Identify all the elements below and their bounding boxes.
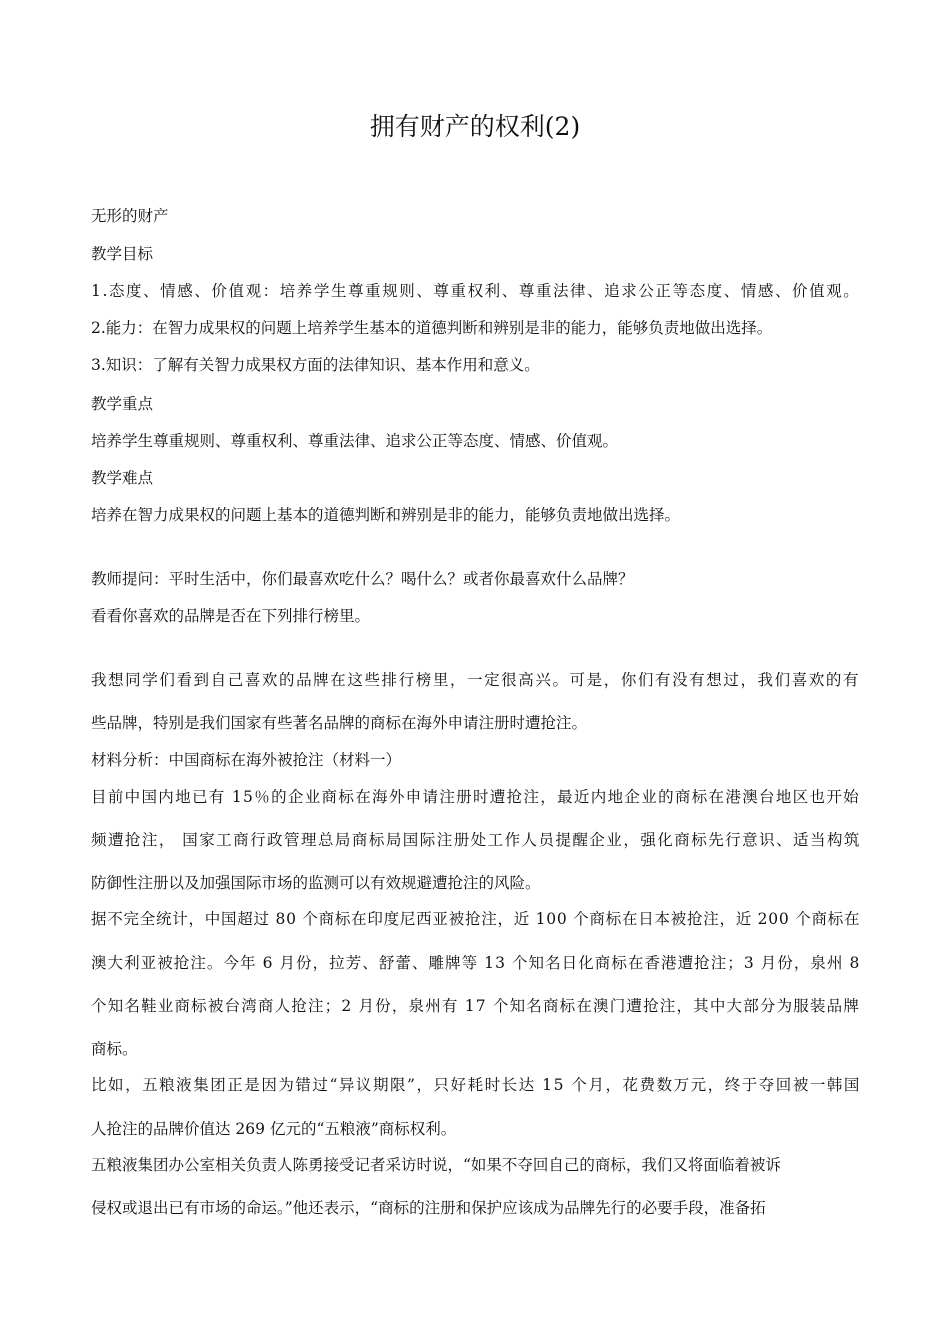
document-title: 拥有财产的权利(2): [369, 112, 581, 141]
paragraph-line: 无形的财产: [91, 207, 169, 225]
paragraph-line: 教学目标: [91, 245, 154, 263]
paragraph-line: 我想同学们看到自己喜欢的品牌在这些排行榜里，一定很高兴。可是，你们有没有想过，我们喜欢的有: [91, 671, 861, 689]
paragraph-line: 培养学生尊重规则、尊重权利、尊重法律、追求公正等态度、情感、价值观。: [91, 432, 619, 450]
paragraph-line: 侵权或退出已有市场的命运。”他还表示，“商标的注册和保护应该成为品牌先行的必要手段，准备拓: [91, 1199, 766, 1217]
paragraph-line: 教学重点: [91, 395, 154, 413]
paragraph-line: 培养在智力成果权的问题上基本的道德判断和辨别是非的能力，能够负责地做出选择。: [91, 506, 681, 524]
paragraph-line: 些品牌，特别是我们国家有些著名品牌的商标在海外申请注册时遭抢注。: [91, 714, 588, 732]
paragraph-line: 防御性注册以及加强国际市场的监测可以有效规避遭抢注的风险。: [91, 874, 541, 892]
paragraph-line: 个知名鞋业商标被台湾商人抢注；2 月份，泉州有 17 个知名商标在澳门遭抢注，其中大部分为服装品牌: [91, 997, 861, 1015]
paragraph-line: 目前中国内地已有 15％的企业商标在海外申请注册时遭抢注，最近内地企业的商标在港澳台地区也开始: [91, 788, 860, 806]
paragraph-line: 看看你喜欢的品牌是否在下列排行榜里。: [91, 607, 371, 625]
paragraph-line: 据不完全统计，中国超过 80 个商标在印度尼西亚被抢注，近 100 个商标在日本被抢注，近 200 个商标在: [91, 910, 861, 928]
paragraph-line: 商标。: [91, 1040, 138, 1058]
paragraph-line: 教师提问：平时生活中，你们最喜欢吃什么？喝什么？或者你最喜欢什么品牌？: [91, 570, 634, 588]
paragraph-line: 2.能力：在智力成果权的问题上培养学生基本的道德判断和辨别是非的能力，能够负责地做出选择。: [91, 319, 773, 337]
paragraph-line: 五粮液集团办公室相关负责人陈勇接受记者采访时说，“如果不夺回自己的商标，我们又将面临着被诉: [91, 1156, 781, 1174]
paragraph-line: 3.知识：了解有关智力成果权方面的法律知识、基本作用和意义。: [91, 356, 540, 374]
paragraph-line: 人抢注的品牌价值达 269 亿元的“五粮液”商标权利。: [91, 1120, 457, 1138]
paragraph-line: 比如，五粮液集团正是因为错过“异议期限”，只好耗时长达 15 个月，花费数万元，终于夺回被一韩国: [91, 1076, 861, 1094]
paragraph-line: 材料分析：中国商标在海外被抢注（材料一）: [91, 751, 402, 769]
paragraph-line: 频遭抢注， 国家工商行政管理总局商标局国际注册处工作人员提醒企业，强化商标先行意识、适当构筑: [91, 831, 861, 849]
paragraph-line: 澳大利亚被抢注。今年 6 月份，拉芳、舒蕾、雕牌等 13 个知名日化商标在香港遭抢注；3 月份，泉州 8: [91, 954, 861, 972]
paragraph-line: 教学难点: [91, 469, 154, 487]
paragraph-line: 1.态度、情感、价值观：培养学生尊重规则、尊重权利、尊重法律、追求公正等态度、情感、价值观。: [91, 282, 861, 300]
